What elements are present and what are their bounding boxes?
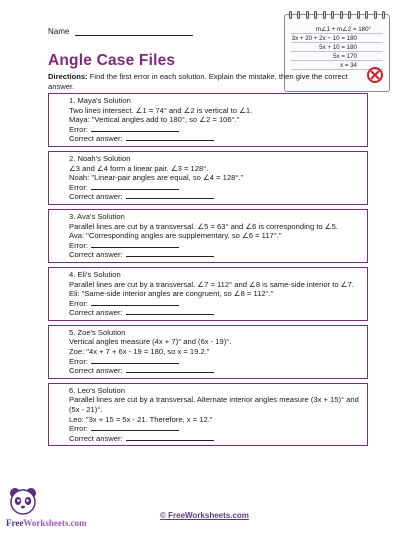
correct-label: Correct answer: [69, 433, 123, 443]
correct-answer-line[interactable] [126, 250, 214, 257]
correct-answer-line[interactable] [126, 366, 214, 373]
problem-card [48, 93, 368, 147]
problem-card [48, 325, 368, 379]
brand-logo [4, 486, 104, 536]
problem-number: 2. [69, 153, 76, 163]
error-label: Error: [69, 124, 88, 134]
problem-card [48, 151, 368, 205]
page-title: Angle Case Files [48, 52, 176, 69]
notepad-line: x = 34 [291, 61, 383, 70]
error-answer-line[interactable] [91, 183, 179, 190]
footer-link[interactable]: © FreeWorksheets.com [160, 511, 249, 520]
problem-title: Ava's Solution [77, 211, 125, 221]
problem-claim: Maya: "Vertical angles add to 180°, so ∠2 = 106°." [69, 115, 240, 125]
problem-given: Two lines intersect. ∠1 = 74° and ∠2 is vertical to ∠1. [69, 105, 253, 115]
problem-title: Noah's Solution [77, 153, 131, 163]
error-answer-line[interactable] [91, 357, 179, 364]
directions [48, 72, 352, 92]
problem-given: Parallel lines are cut by a transversal. Alternate interior angles measure (3x + 15)° and (5x - 21)°. [69, 395, 359, 415]
problem-card [48, 267, 368, 321]
problem-card [48, 209, 368, 263]
problem-number: 5. [69, 327, 76, 337]
error-label: Error: [69, 298, 88, 308]
notepad-line: m∠1 + m∠2 = 180° [291, 25, 383, 34]
brand-main: Free [6, 518, 24, 528]
error-label: Error: [69, 182, 88, 192]
problem-title: Leo's Solution [77, 385, 125, 395]
problem-number: 6. [69, 385, 76, 395]
error-answer-line[interactable] [91, 299, 179, 306]
brand-wordmark [6, 518, 87, 528]
problem-number: 4. [69, 269, 76, 279]
problem-given: Parallel lines are cut by a transversal. ∠5 = 63° and ∠6 is corresponding to ∠5. [69, 221, 338, 231]
problem-title: Eli's Solution [77, 269, 121, 279]
problem-card [48, 383, 368, 447]
error-answer-line[interactable] [91, 424, 179, 431]
error-label: Error: [69, 424, 88, 434]
correct-answer-line[interactable] [126, 192, 214, 199]
problem-given: Vertical angles measure (4x + 7)° and (6x - 19)°. [69, 337, 232, 347]
notepad-line: 3x + 20 + 2x − 10 = 180 [291, 34, 383, 43]
correct-label: Correct answer: [69, 192, 123, 202]
correct-answer-line[interactable] [126, 308, 214, 315]
problem-claim: Noah: "Linear-pair angles are equal, so ∠4 = 128°." [69, 173, 244, 183]
panda-icon [8, 486, 38, 516]
error-x-icon [367, 67, 383, 83]
problem-list [48, 93, 368, 450]
problem-given: ∠3 and ∠4 form a linear pair. ∠3 = 128°. [69, 163, 209, 173]
problem-claim: Ava: "Corresponding angles are supplementary, so ∠6 = 117°." [69, 231, 282, 241]
problem-claim: Zoe: "4x + 7 + 6x - 19 = 180, so x = 19.2." [69, 347, 210, 357]
problem-claim: Eli: "Same-side interior angles are congruent, so ∠8 = 112°." [69, 289, 274, 299]
brand-sub: Worksheets.com [23, 518, 87, 528]
problem-title: Zoe's Solution [77, 327, 126, 337]
correct-answer-line[interactable] [126, 434, 214, 441]
directions-label: Directions: [48, 72, 88, 81]
problem-number: 1. [69, 96, 76, 105]
name-line[interactable] [75, 28, 193, 36]
name-label: Name [48, 27, 70, 36]
spiral-binding [289, 11, 385, 19]
correct-label: Correct answer: [69, 308, 123, 318]
correct-answer-line[interactable] [126, 134, 214, 141]
error-answer-line[interactable] [91, 241, 179, 248]
correct-label: Correct answer: [69, 366, 123, 376]
error-label: Error: [69, 356, 88, 366]
error-label: Error: [69, 240, 88, 250]
problem-given: Parallel lines are cut by a transversal. ∠7 = 112° and ∠8 is same-side interior to ∠7. [69, 279, 354, 289]
problem-claim: Leo: "3x + 15 = 5x - 21. Therefore, x = 12." [69, 414, 213, 424]
error-answer-line[interactable] [91, 125, 179, 132]
notepad-line: 5x + 10 = 180 [291, 43, 383, 52]
directions-text: Find the first error in each solution. Explain the mistake, then give the correct answer. [48, 72, 348, 91]
correct-label: Correct answer: [69, 134, 123, 144]
problem-number: 3. [69, 211, 76, 221]
notepad-line: 5x = 170 [291, 52, 383, 61]
correct-label: Correct answer: [69, 250, 123, 260]
name-field [48, 27, 193, 36]
problem-title: Maya's Solution [77, 96, 131, 105]
